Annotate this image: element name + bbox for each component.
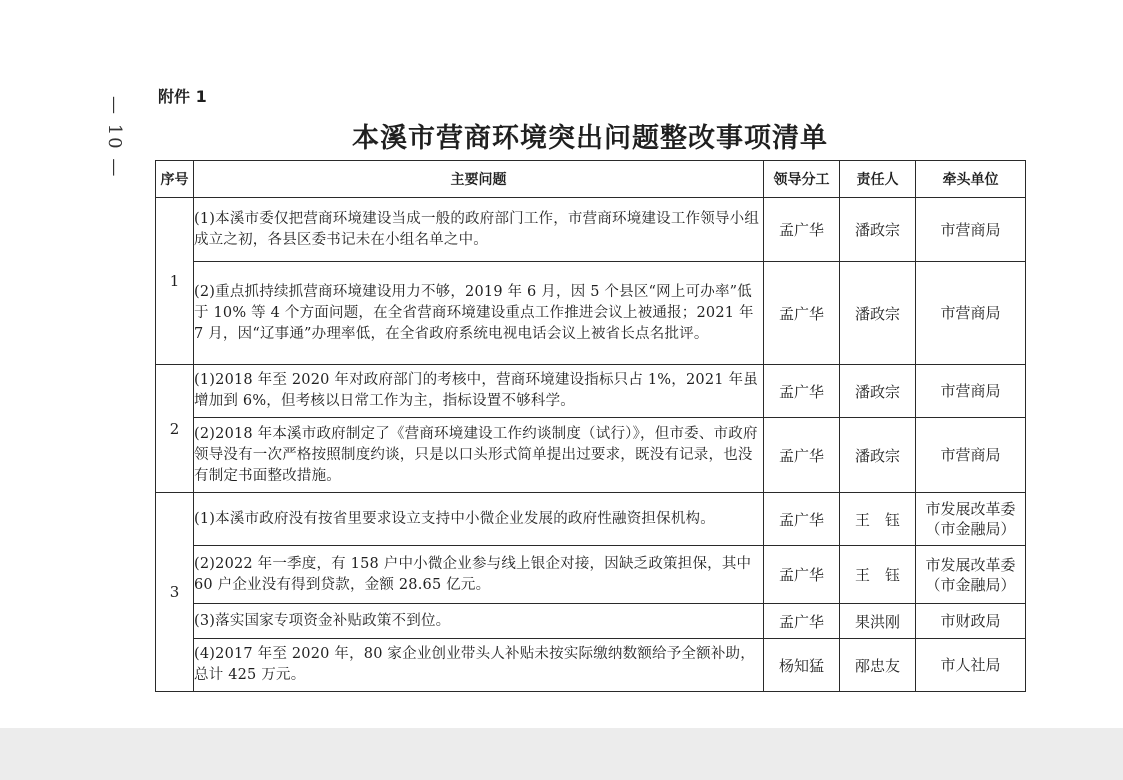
table-row <box>156 365 1026 418</box>
row-owner: 果洪刚 <box>840 604 916 639</box>
row-issue: (2)2018 年本溪市政府制定了《营商环境建设工作约谈制度（试行）》，但市委、市政府领导没有一次严格按照制度约谈，只是以口头形式简单提出过要求，既没有记录，也没有制定书面整改措施。 <box>194 418 764 493</box>
row-unit: 市营商局 <box>916 198 1026 262</box>
row-owner: 潘政宗 <box>840 198 916 262</box>
row-leader: 孟广华 <box>764 546 840 604</box>
row-unit: 市发展改革委（市金融局） <box>916 546 1026 604</box>
table-row <box>156 418 1026 493</box>
row-seq: 1 <box>156 198 194 365</box>
row-unit: 市营商局 <box>916 418 1026 493</box>
table-row <box>156 604 1026 639</box>
table-row <box>156 198 1026 262</box>
page-number: — 10 — <box>104 96 125 179</box>
row-leader: 孟广华 <box>764 418 840 493</box>
table-row <box>156 493 1026 546</box>
row-unit: 市营商局 <box>916 365 1026 418</box>
column-header-seq: 序号 <box>156 161 194 198</box>
column-header-unit: 牵头单位 <box>916 161 1026 198</box>
table-row <box>156 639 1026 692</box>
row-leader: 孟广华 <box>764 493 840 546</box>
row-owner: 潘政宗 <box>840 365 916 418</box>
row-leader: 孟广华 <box>764 365 840 418</box>
document-title: 本溪市营商环境突出问题整改事项清单 <box>352 123 828 154</box>
attachment-label: 附件 1 <box>158 87 207 106</box>
row-issue: (4)2017 年至 2020 年，80 家企业创业带头人补贴未按实际缴纳数额给予全额补助，总计 425 万元。 <box>194 639 764 692</box>
table-header-row <box>156 161 1026 198</box>
row-unit: 市财政局 <box>916 604 1026 639</box>
row-issue: (2)重点抓持续抓营商环境建设用力不够，2019 年 6 月，因 5 个县区“网上可办率”低于 10% 等 4 个方面问题，在全省营商环境建设重点工作推进会议上被通报；2021 年 7 月，因“辽事通”办理率低，在全省政府系统电视电话会议上被省长点名批评。 <box>194 262 764 365</box>
row-issue: (2)2022 年一季度，有 158 户中小微企业参与线上银企对接，因缺乏政策担保，其中 60 户企业没有得到贷款，金额 28.65 亿元。 <box>194 546 764 604</box>
row-seq: 3 <box>156 493 194 692</box>
scan-bottom-margin <box>0 728 1123 780</box>
row-owner: 邴忠友 <box>840 639 916 692</box>
rectification-table <box>155 160 1026 692</box>
row-issue: (1)本溪市政府没有按省里要求设立支持中小微企业发展的政府性融资担保机构。 <box>194 493 764 546</box>
row-issue: (1)2018 年至 2020 年对政府部门的考核中，营商环境建设指标只占 1%，2021 年虽增加到 6%，但考核以日常工作为主，指标设置不够科学。 <box>194 365 764 418</box>
row-seq: 2 <box>156 365 194 493</box>
row-owner: 王 钰 <box>840 493 916 546</box>
row-issue: (1)本溪市委仅把营商环境建设当成一般的政府部门工作，市营商环境建设工作领导小组成立之初，各县区委书记未在小组名单之中。 <box>194 198 764 262</box>
column-header-issue: 主要问题 <box>194 161 764 198</box>
row-unit: 市发展改革委（市金融局） <box>916 493 1026 546</box>
row-leader: 孟广华 <box>764 262 840 365</box>
row-owner: 王 钰 <box>840 546 916 604</box>
row-unit: 市人社局 <box>916 639 1026 692</box>
row-leader: 杨知猛 <box>764 639 840 692</box>
row-unit: 市营商局 <box>916 262 1026 365</box>
column-header-leader: 领导分工 <box>764 161 840 198</box>
table-row <box>156 262 1026 365</box>
row-leader: 孟广华 <box>764 604 840 639</box>
row-owner: 潘政宗 <box>840 418 916 493</box>
row-leader: 孟广华 <box>764 198 840 262</box>
row-owner: 潘政宗 <box>840 262 916 365</box>
table-row <box>156 546 1026 604</box>
column-header-owner: 责任人 <box>840 161 916 198</box>
row-issue: (3)落实国家专项资金补贴政策不到位。 <box>194 604 764 639</box>
